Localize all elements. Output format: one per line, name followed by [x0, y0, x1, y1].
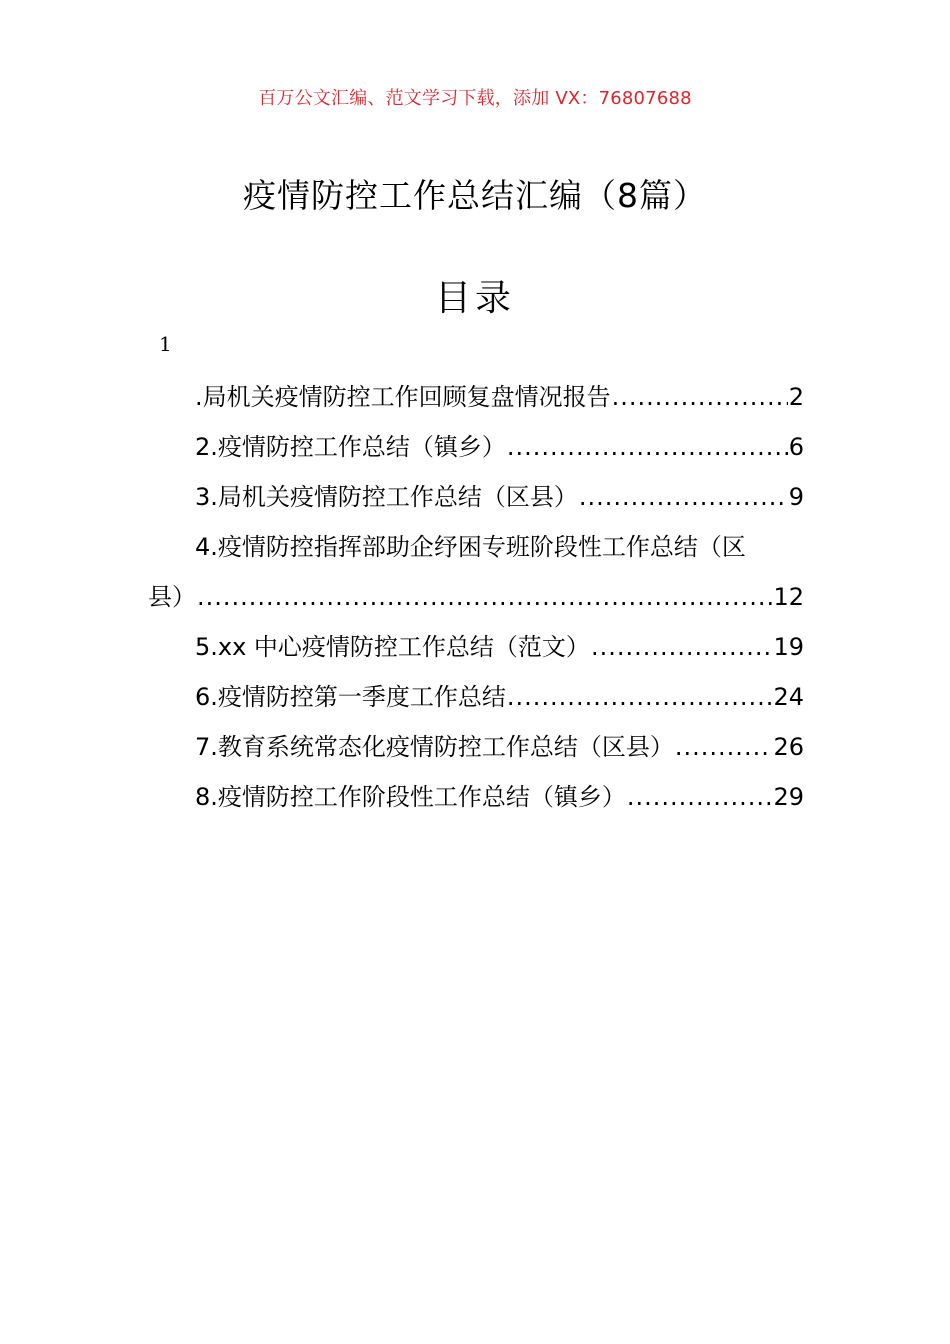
toc-entry-page: 2	[788, 383, 804, 411]
dot-leader	[591, 622, 773, 672]
toc-heading: 目录	[434, 278, 515, 319]
toc-entry-label: 县）	[148, 583, 196, 611]
toc-entry-page: 9	[788, 483, 804, 511]
toc-entry-page: 12	[773, 583, 804, 611]
toc-entry-4-line1[interactable]	[148, 522, 804, 572]
toc-entry-label: 8.疫情防控工作阶段性工作总结（镇乡）	[195, 783, 626, 811]
toc-entry-label: 7.教育系统常态化疫情防控工作总结（区县）	[195, 733, 674, 761]
toc-entry-7[interactable]	[148, 722, 804, 772]
document-title: 疫情防控工作总结汇编（8篇）	[243, 176, 707, 215]
download-banner: 百万公文汇编、范文学习下载，添加 VX：76807688	[258, 88, 692, 109]
toc-entry-label: 5.xx 中心疫情防控工作总结（范文）	[195, 633, 590, 661]
toc-entry-label: .局机关疫情防控工作回顾复盘情况报告	[195, 383, 611, 411]
toc-entry-label: 3.局机关疫情防控工作总结（区县）	[195, 483, 578, 511]
table-of-contents	[148, 372, 804, 822]
dot-leader	[507, 422, 788, 472]
toc-entry-page: 29	[773, 783, 804, 811]
toc-entry-page: 26	[773, 733, 804, 761]
toc-entry-page: 6	[788, 433, 804, 461]
toc-entry-5[interactable]	[148, 622, 804, 672]
toc-entry-page: 24	[773, 683, 804, 711]
toc-entry-label: 6.疫情防控第一季度工作总结	[195, 683, 506, 711]
margin-number: 1	[159, 332, 172, 356]
toc-entry-label: 2.疫情防控工作总结（镇乡）	[195, 433, 506, 461]
dot-leader	[612, 372, 788, 422]
dot-leader	[627, 772, 773, 822]
dot-leader	[675, 722, 773, 772]
dot-leader	[507, 672, 773, 722]
toc-entry-1[interactable]	[148, 372, 804, 422]
dot-leader	[197, 572, 772, 622]
toc-entry-8[interactable]	[148, 772, 804, 822]
toc-entry-3[interactable]	[148, 472, 804, 522]
toc-entry-label: 4.疫情防控指挥部助企纾困专班阶段性工作总结（区	[195, 533, 746, 561]
toc-entry-2[interactable]	[148, 422, 804, 472]
dot-leader	[579, 472, 788, 522]
toc-entry-4-line2[interactable]	[148, 572, 804, 622]
toc-entry-page: 19	[773, 633, 804, 661]
toc-entry-6[interactable]	[148, 672, 804, 722]
